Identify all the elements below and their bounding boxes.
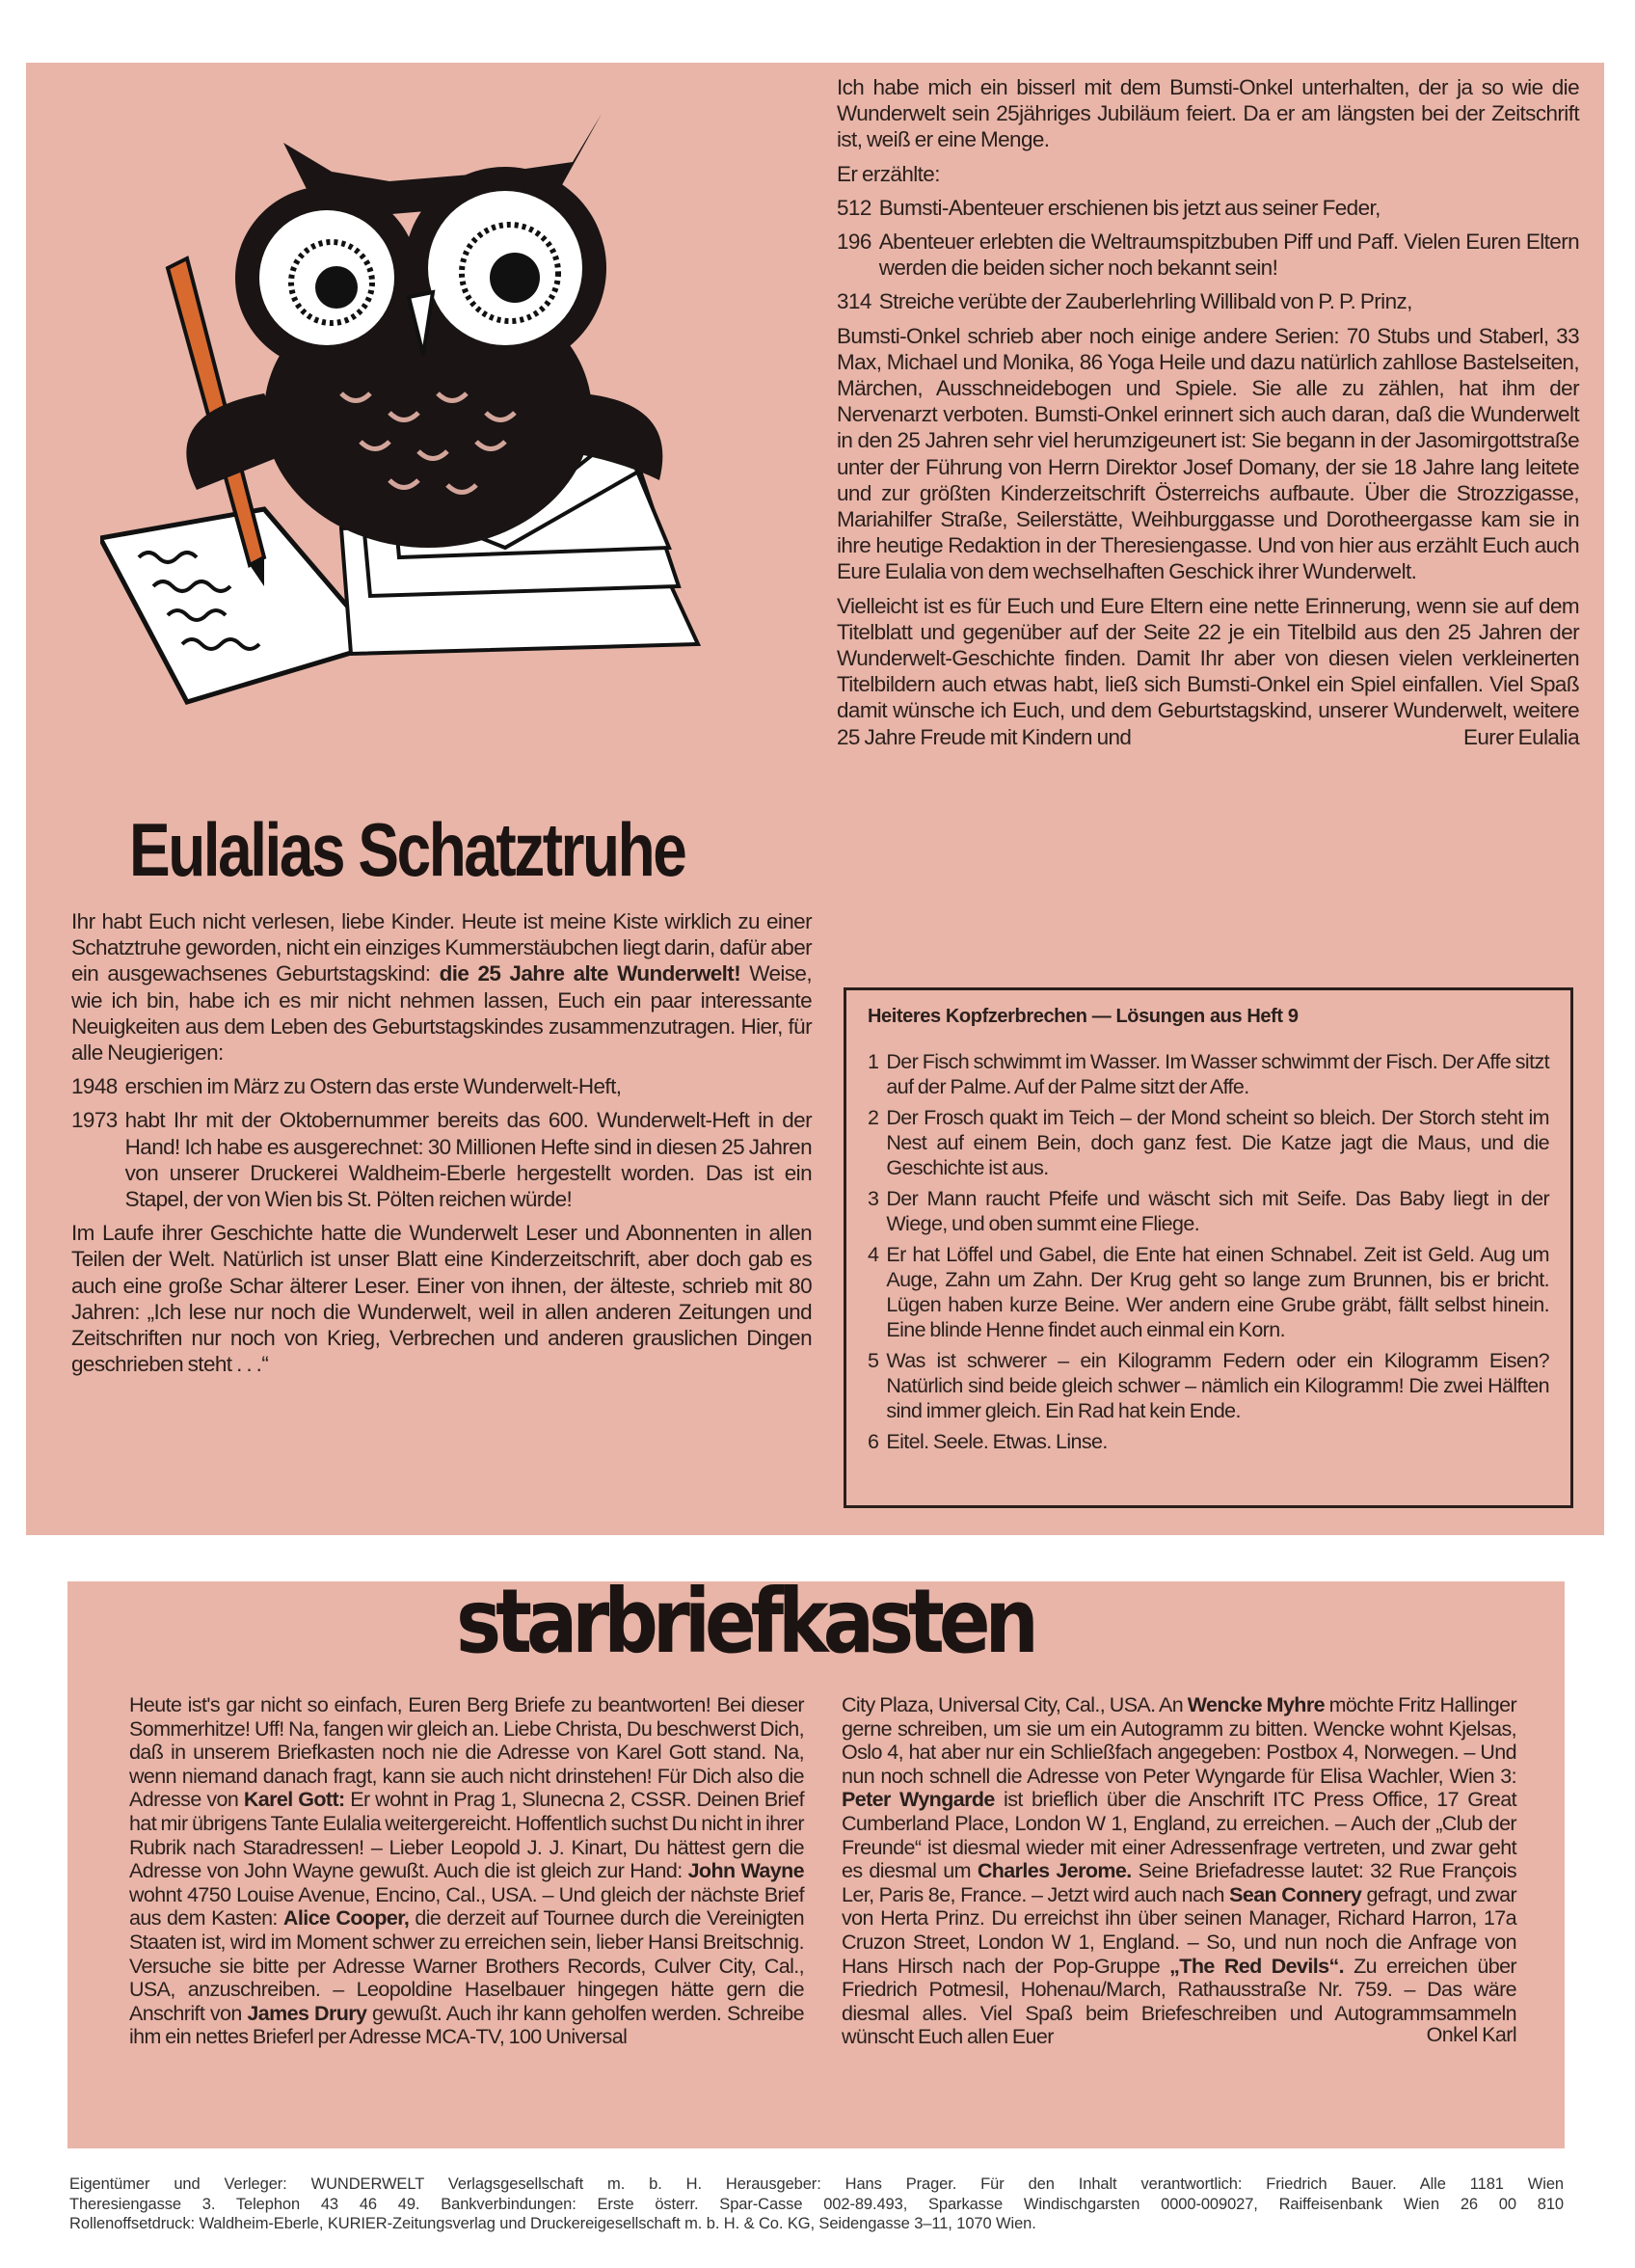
bold-name: Karel Gott: [243, 1788, 345, 1812]
starbriefkasten-right-column [842, 1693, 1516, 2055]
text-segment: Er erzählte: [837, 161, 940, 186]
item-number: 1 [868, 1050, 879, 1073]
paragraph [837, 323, 1579, 585]
imprint-line: Rollenoffsetdruck: Waldheim-Eberle, KURIER-Zeitungsverlag und Druckereigesellschaft m. b. H. & Co. KG, Seidengasse 3–11, 1070 Wien. [69, 2215, 1036, 2232]
paragraph-number: 1973 [71, 1108, 118, 1133]
text-segment: Er wohnt in Prag 1, Slunecna 2, CSSR. Deinen Brief hat mir übrigens Tante Eulalia weitergereicht. Hoffentlich suchst Du nicht in ihrer Rubrik nach Staradressen! – Lieber Leopold J. J. Kinart, Du hättest gern die Adresse von John Wayne gewußt. Auch die ist gleich zur Hand: [129, 1788, 804, 1883]
item-text: Er hat Löffel und Gabel, die Ente hat einen Schnabel. Zeit ist Geld. Aug um Auge, Zahn um Zahn. Der Krug geht so lange zum Brunnen, bis er bricht. Lügen haben kurze Beine. Wer andern eine Grube gräbt, fällt selbst hinein. Eine blinde Henne findet auch einmal ein Korn. [886, 1243, 1549, 1341]
item-number: 4 [868, 1243, 879, 1266]
paragraph [837, 161, 1579, 187]
text-segment: möchte Fritz Hallinger gerne schreiben, um sie um ein Autogramm zu bitten. Wencke wohnt Kjelsas, Oslo 4, hat aber nur ein Schließfach angegeben: Postbox 4, Norwegen. – Und nun noch schnell die Adresse von Peter Wyngarde für Elisa Wachler, Wien 3: [842, 1693, 1517, 1788]
paragraph-number: 512 [837, 195, 871, 220]
bold-name: James Drury [247, 2001, 367, 2025]
item-number: 6 [868, 1430, 879, 1453]
paragraph-text: habt Ihr mit der Oktobernummer bereits das 600. Wunderwelt-Heft in der Hand! Ich habe es ausgerechnet: 30 Millionen Hefte sind in diesen 25 Jahren von unserer Druckerei Waldheim-Eberle hergestellt worden. Das ist ein Stapel, der von Wien bis St. Pölten reichen würde! [124, 1108, 812, 1212]
paragraph-text: Streiche verübte der Zauberlehrling Willibald von P. P. Prinz, [878, 289, 1412, 314]
paragraph-number: 1948 [71, 1074, 118, 1099]
text-segment: Ich habe mich ein bisserl mit dem Bumsti-Onkel unterhalten, der ja so wie die Wunderwelt sein 25jähriges Jubiläum feiert. Da er am längsten bei der Zeitschrift ist, weiß er eine Menge. [837, 75, 1579, 152]
item-text: Der Fisch schwimmt im Wasser. Im Wasser schwimmt der Fisch. Der Affe sitzt auf der Palme. Auf der Palme sitzt der Affe. [886, 1050, 1549, 1098]
bold-name: Peter Wyngarde [842, 1788, 995, 1812]
imprint-line: Eigentümer und Verleger: WUNDERWELT Verlagsgesellschaft m. b. H. Herausgeber: Hans Prager. Für den Inhalt verantwortlich: Friedrich Bauer. Alle 1181 Wien [69, 2175, 1564, 2193]
paragraph [129, 1693, 804, 2049]
puzzle-solution-item [868, 1348, 1549, 1423]
paragraph-text: erschien im März zu Ostern das erste Wunderwelt-Heft, [124, 1074, 622, 1099]
item-number: 2 [868, 1106, 879, 1129]
article-title: Eulalias Schatztruhe [129, 807, 685, 892]
numbered-paragraph [837, 288, 1579, 314]
starbriefkasten-left-column [129, 1693, 804, 2057]
numbered-paragraph [71, 1107, 812, 1212]
text-segment: Weise, wie ich bin, habe ich es mir nicht nehmen lassen, Euch ein paar interessante Neuigkeiten aus dem Leben des Geburtstagskindes zusammenzutragen. Hier, für alle Neugierigen: [71, 961, 812, 1066]
text-segment: Vielleicht ist es für Euch und Eure Eltern eine nette Erinnerung, wenn sie auf dem Titelblatt und gegenüber auf der Seite 22 je ein Titelbild aus den 25 Jahren der Wunderwelt-Geschichte finden. Damit Ihr aber von diesen vielen verkleinerten Titelbildern auch etwas habt, ließ sich Bumsti-Onkel ein Spiel einfallen. Viel Spaß damit wünsche ich Euch, und dem Geburtstagskind, unserer Wunderwelt, weitere 25 Jahre Freude mit Kindern und [837, 593, 1579, 749]
puzzle-solution-item [868, 1186, 1549, 1236]
puzzle-solutions-box [844, 987, 1573, 1508]
imprint-footer [69, 2174, 1564, 2234]
paragraph [842, 1693, 1516, 2049]
puzzle-solution-item [868, 1242, 1549, 1342]
paragraph-number: 196 [837, 230, 871, 255]
puzzle-solution-item [868, 1429, 1549, 1454]
text-segment: gefragt, und zwar von Herta Prinz. Du erreichst ihn über seinen Manager, Richard Harron, 17a Cruzon Street, London W 1, England. – So, und nun noch die Anfrage von Hans Hirsch nach der Pop-Gruppe [842, 1882, 1517, 1978]
text-segment: Bumsti-Onkel schrieb aber noch einige andere Serien: 70 Stubs und Staberl, 33 Max, Michael und Monika, 86 Yoga Heile und dazu natürlich zahllose Bastelseiten, Märchen, Ausschneidebogen und Spiele. Sie alle zu zählen, hat ihm der Nervenarzt verboten. Bumsti-Onkel erinnert sich auch daran, daß die Wunderwelt in den 25 Jahren sehr viel herumzigeunert ist: Sie begann in der Jasomirgottstraße unter der Führung von Herrn Direktor Josef Domany, der sie 18 Jahre lang leitete und zur größten Kinderzeitschrift Österreichs aufbaute. Über die Strozzigasse, Mariahilfer Straße, Seilerstätte, Weihburggasse und Dorotheergasse kam sie in ihre heutige Redaktion in der Theresiengasse. Und von hier aus erzählt Euch auch Eure Eulalia von dem wechselhaften Geschick ihrer Wunderwelt. [837, 323, 1579, 584]
text-segment: gewußt. Auch ihr kann geholfen werden. Schreibe ihm ein nettes Brieferl per Adresse MCA-TV, 100 Universal [129, 2001, 804, 2049]
numbered-paragraph [837, 195, 1579, 221]
text-segment: Zu erreichen über Friedrich Potmesil, Hohenau/March, Rathausstraße Nr. 759. – Das wäre diesmal alles. Viel Spaß beim Briefeschreiben und Autogrammsammeln wünscht Euch allen Euer [842, 1954, 1516, 2049]
text-segment: Heute ist's gar nicht so einfach, Euren Berg Briefe zu beantworten! Bei dieser Sommerhitze! Uff! Na, fangen wir gleich an. Liebe Christa, Du beschwerst Dich, daß in unserem Briefkasten noch nie die Adresse von Karel Gott stand. Na, wenn niemand danach fragt, kann sie auch nicht drinstehen! Für Dich also die Adresse von [129, 1693, 804, 1812]
bold-name: Alice Cooper, [282, 1906, 410, 1930]
letter-paper-icon [100, 509, 380, 702]
text-segment: ist brieflich über die Anschrift ITC Press Office, 17 Great Cumberland Place, London W 1, England, zu erreichen. – Auch der „Club der Freunde“ ist diesmal wieder mit einer Adressenfrage vertreten, und zwar geht es diesmal um [842, 1788, 1516, 1883]
bold-name: die 25 Jahre alte Wunderwelt! [439, 961, 741, 986]
item-text: Der Mann raucht Pfeife und wäscht sich mit Seife. Das Baby liegt in der Wiege, und oben summt eine Fliege. [886, 1187, 1549, 1235]
bold-name: „The Red Devils“. [1169, 1954, 1344, 1978]
paragraph-text: Bumsti-Abenteuer erschienen bis jetzt aus seiner Feder, [878, 195, 1380, 220]
text-segment: die derzeit auf Tournee durch die Vereinigten Staaten ist, wird im Moment schwer zu erreichen sein, lieber Hansi Breitschnig. Versuche sie bitte per Adresse Warner Brothers Records, Culver City, Cal., USA, anzuschreiben. – Leopoldine Haselbauer hingegen hätte gern die Anschrift von [129, 1906, 804, 2025]
owl-illustration [100, 104, 775, 721]
article-left-column [71, 908, 812, 1385]
text-segment: Seine Briefadresse lautet: 32 Rue François Ler, Paris 8e, France. – Jetzt wird auch nach [842, 1859, 1517, 1906]
paragraph [71, 1220, 812, 1377]
imprint-line: Theresiengasse 3. Telephon 43 46 49. Bankverbindungen: Erste österr. Spar-Casse 002-89.493, Sparkasse Windischgarsten 0000-009027, Raiffeisenbank Wien 26 00 810 [69, 2195, 1564, 2213]
text-segment: City Plaza, Universal City, Cal., USA. An [842, 1693, 1188, 1716]
item-text: Was ist schwerer – ein Kilogramm Federn oder ein Kilogramm Eisen? Natürlich sind beide gleich schwer – nämlich ein Kilogramm! Die zwei Hälften sind immer gleich. Ein Rad hat kein Ende. [886, 1349, 1549, 1422]
numbered-paragraph [71, 1073, 812, 1099]
article-right-column [837, 74, 1579, 758]
item-text: Der Frosch quakt im Teich – der Mond scheint so bleich. Der Storch steht im Nest auf einem Bein, doch ganz fest. Die Katze jagt die Maus, und die Geschichte ist aus. [886, 1106, 1549, 1179]
item-text: Eitel. Seele. Etwas. Linse. [886, 1430, 1108, 1453]
paragraph [837, 74, 1579, 153]
paragraph-number: 314 [837, 289, 871, 314]
item-number: 3 [868, 1187, 879, 1210]
puzzle-title: Heiteres Kopfzerbrechen — Lösungen aus Heft 9 [868, 1006, 1299, 1027]
puzzle-list [868, 1049, 1549, 1454]
paragraph-text: Abenteuer erlebten die Weltraumspitzbuben Piff und Paff. Vielen Euren Eltern werden die beiden sicher noch bekannt sein! [878, 230, 1579, 281]
puzzle-solution-item [868, 1105, 1549, 1180]
bold-name: Wencke Myhre [1187, 1693, 1325, 1716]
bold-name: Sean Connery [1229, 1882, 1362, 1906]
numbered-paragraph [837, 229, 1579, 281]
starbriefkasten-title: starbriefkasten [456, 1570, 1033, 1673]
text-segment: wohnt 4750 Louise Avenue, Encino, Cal., USA. – Und gleich der nächste Brief aus dem Kasten: [129, 1882, 804, 1930]
bold-name: John Wayne [687, 1859, 804, 1883]
paragraph [71, 908, 812, 1066]
text-segment: Im Laufe ihrer Geschichte hatte die Wunderwelt Leser und Abonnenten in allen Teilen der Welt. Natürlich ist unser Blatt eine Kinderzeitschrift, aber doch gab es auch eine große Schar älterer Leser. Einer von ihnen, der älteste, schrieb mit 80 Jahren: „Ich lese nur noch die Wunderwelt, weil in allen anderen Zeitungen und Zeitschriften nur noch von Krieg, Verbrechen und anderen grauslichen Dingen geschrieben steht . . .“ [71, 1221, 812, 1377]
signature: Onkel Karl [1426, 2022, 1516, 2046]
text-segment: Ihr habt Euch nicht verlesen, liebe Kinder. Heute ist meine Kiste wirklich zu einer Schatztruhe geworden, nicht ein einziges Kummerstäubchen liegt darin, dafür aber ein ausgewachsenes Geburtstagskind: [71, 909, 812, 986]
signature: Eurer Eulalia [1462, 724, 1579, 749]
bold-name: Charles Jerome. [977, 1859, 1132, 1883]
puzzle-solution-item [868, 1049, 1549, 1099]
item-number: 5 [868, 1349, 879, 1372]
